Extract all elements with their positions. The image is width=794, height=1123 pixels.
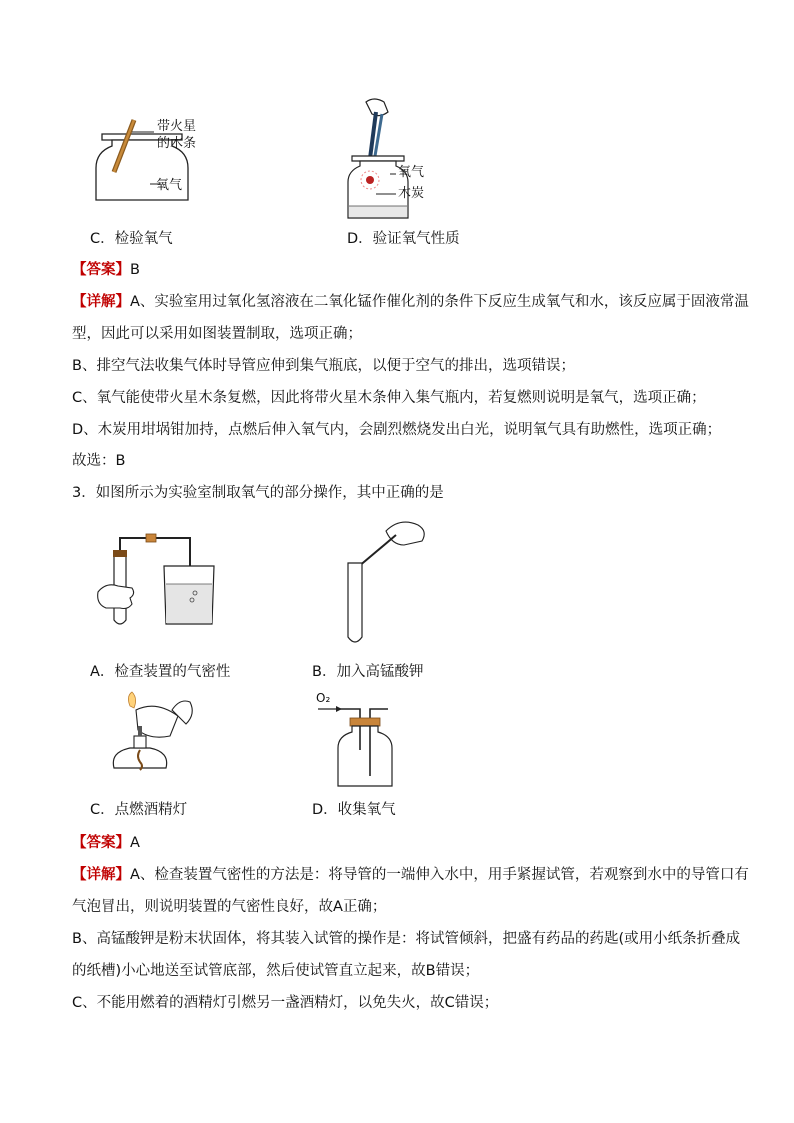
answer-value: B: [130, 262, 140, 278]
detail-line-q2-6: 故选：B: [72, 453, 126, 469]
airtightness-check-diagram: [96, 530, 226, 640]
answer-value-q3: A: [130, 835, 140, 851]
oxygen-label-d: 氧气: [398, 165, 425, 180]
detail-line-q3-1: [72, 865, 749, 885]
detail-line-q2-4: C、氧气能使带火星木条复燃，因此将带火星木条伸入集气瓶内，若复燃则说明是氧气，选项正确；: [72, 390, 706, 406]
detail-tag-q3: 【详解】: [72, 867, 130, 883]
option-c: C．点燃酒精灯: [90, 802, 188, 818]
answer-line-q3: [72, 833, 140, 853]
detail-tag: 【详解】: [72, 294, 130, 310]
detail-line-q2-5: D、木炭用坩埚钳加持，点燃后伸入氧气内，会剧烈燃烧发出白光，说明氧气具有助燃性，选项正确；: [72, 422, 722, 438]
caption-d: D．验证氧气性质: [347, 231, 460, 247]
answer-tag-q3: 【答案】: [72, 835, 130, 851]
detail-line-q3-5: C、不能用燃着的酒精灯引燃另一盏酒精灯，以免失火，故C错误；: [72, 995, 499, 1011]
question-3-stem: 3．如图所示为实验室制取氧气的部分操作，其中正确的是: [72, 485, 444, 501]
detail-text: A、实验室用过氧化氢溶液在二氧化锰作催化剂的条件下反应生成氧气和水，该反应属于固液常温: [130, 294, 749, 310]
charcoal-in-oxygen-diagram: [340, 96, 460, 226]
detail-line-q3-3: B、高锰酸钾是粉末状固体，将其装入试管的操作是：将试管倾斜，把盛有药品的药匙(或用小纸条折叠成: [72, 931, 741, 947]
add-powder-diagram: [318, 515, 448, 645]
detail-line-q2-3: B、排空气法收集气体时导管应伸到集气瓶底，以便于空气的排出，选项错误；: [72, 358, 575, 374]
o2-label: O₂: [316, 691, 331, 705]
collect-oxygen-diagram: [312, 690, 432, 790]
detail-text-q3: A、检查装置气密性的方法是：将导管的一端伸入水中，用手紧握试管，若观察到水中的导管口有: [130, 867, 749, 883]
option-d: D．收集氧气: [312, 802, 396, 818]
detail-line-q3-2: 气泡冒出，则说明装置的气密性良好，故A正确；: [72, 899, 387, 915]
caption-c: C．检验氧气: [90, 231, 173, 247]
splint-label: 带火星的木条: [157, 119, 197, 151]
answer-line-q2: [72, 260, 140, 280]
option-a: A．检查装置的气密性: [90, 664, 231, 680]
light-alcohol-lamp-diagram: [100, 690, 220, 790]
detail-line-q2-2: 型，因此可以采用如图装置制取，选项正确；: [72, 326, 362, 342]
charcoal-label: 木炭: [398, 186, 425, 201]
oxygen-label: 氧气: [156, 178, 183, 193]
detail-line-q2-1: [72, 292, 749, 312]
option-b: B．加入高锰酸钾: [312, 664, 424, 680]
detail-line-q3-4: 的纸槽)小心地送至试管底部，然后使试管直立起来，故B错误；: [72, 963, 480, 979]
answer-tag: 【答案】: [72, 262, 130, 278]
